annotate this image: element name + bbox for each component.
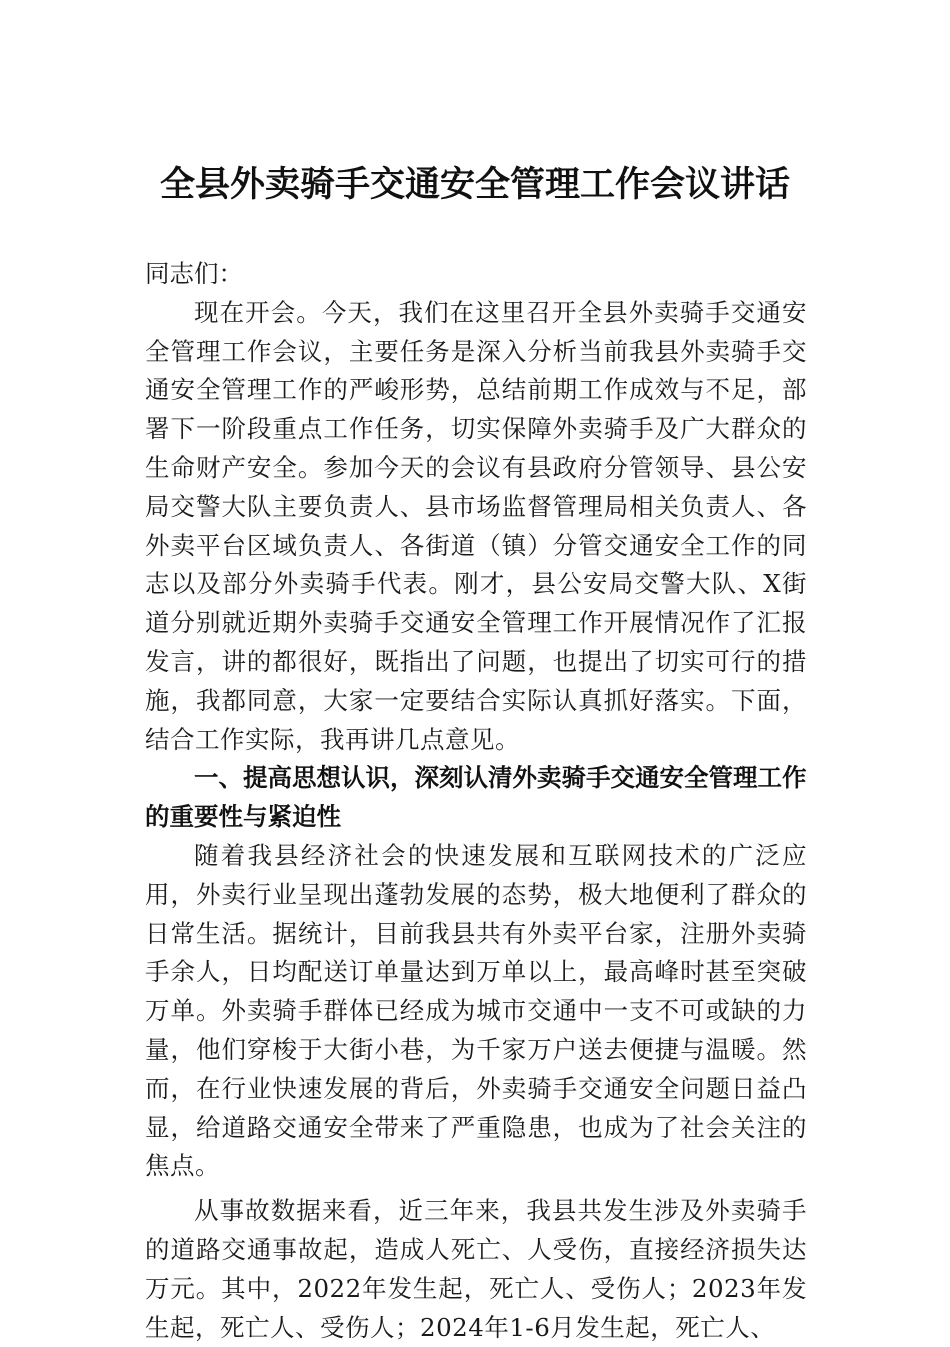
paragraph-accident-data: 从事故数据来看，近三年来，我县共发生涉及外卖骑手的道路交通事故起，造成人死亡、人受伤，直接经济损失达万元。其中，2022年发生起，死亡人、受伤人；2023年发生起，死亡人、受伤人；2024年1-6月发生起，死亡人、 [145,1196,807,1342]
document-body [145,255,807,1347]
section-heading-1: 一、提高思想认识，深刻认清外卖骑手交通安全管理工作的重要性与紧迫性 [145,763,807,832]
paragraph-opening: 现在开会。今天，我们在这里召开全县外卖骑手交通安全管理工作会议，主要任务是深入分析当前我县外卖骑手交通安全管理工作的严峻形势，总结前期工作成效与不足，部署下一阶段重点工作任务，切实保障外卖骑手及广大群众的生命财产安全。参加今天的会议有县政府分管领导、县公安局交警大队主要负责人、县市场监督管理局相关负责人、各外卖平台区域负责人、各街道（镇）分管交通安全工作的同志以及部分外卖骑手代表。刚才，县公安局交警大队、X街道分别就近期外卖骑手交通安全管理工作开展情况作了汇报发言，讲的都很好，既指出了问题，也提出了切实可行的措施，我都同意，大家一定要结合实际认真抓好落实。下面，结合工作实际，我再讲几点意见。 [145,297,807,754]
salutation: 同志们： [145,259,243,288]
paragraph-background: 随着我县经济社会的快速发展和互联网技术的广泛应用，外卖行业呈现出蓬勃发展的态势，极大地便利了群众的日常生活。据统计，目前我县共有外卖平台家，注册外卖骑手余人，日均配送订单量达到万单以上，最高峰时甚至突破万单。外卖骑手群体已经成为城市交通中一支不可或缺的力量，他们穿梭于大街小巷，为千家万户送去便捷与温暖。然而，在行业快速发展的背后，外卖骑手交通安全问题日益凸显，给道路交通安全带来了严重隐患，也成为了社会关注的焦点。 [145,840,807,1181]
document-title: 全县外卖骑手交通安全管理工作会议讲话 [159,164,790,205]
